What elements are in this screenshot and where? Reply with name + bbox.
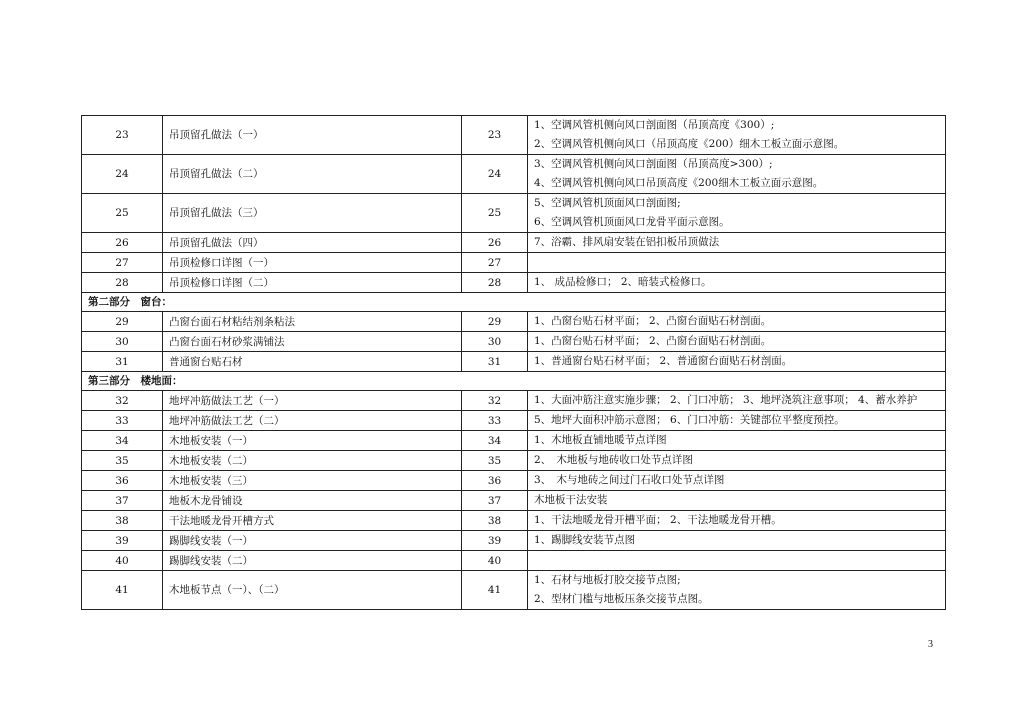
item-name: 地坪冲筋做法工艺（一） [163, 391, 462, 411]
description-line: 5、空调风管机顶面风口剖面图; [534, 197, 681, 209]
table-row [82, 391, 946, 411]
drawing-description [528, 233, 946, 253]
row-number: 24 [82, 155, 163, 194]
description-line: 1、空调风管机侧向风口剖面图（吊顶高度《300）; [534, 119, 775, 131]
drawing-number: 38 [462, 511, 528, 531]
row-number: 32 [82, 391, 163, 411]
description-line: 5、地坪大面积冲筋示意图； 6、门口冲筋：关键部位平整度预控。 [534, 414, 845, 426]
index-table-body [82, 116, 946, 610]
section-header-row [82, 293, 946, 312]
drawing-description [528, 511, 946, 531]
page-number: 3 [928, 639, 933, 650]
description-line: 木地板干法安装 [534, 494, 608, 506]
description-line: 1、大面冲筋注意实施步骤； 2、门口冲筋； 3、地坪浇筑注意事项； 4、蓄水养护 [534, 394, 918, 406]
drawing-number: 40 [462, 551, 528, 571]
row-number: 37 [82, 491, 163, 511]
row-number: 26 [82, 233, 163, 253]
drawing-number: 27 [462, 253, 528, 273]
description-line: 1、凸窗台贴石材平面； 2、凸窗台面贴石材剖面。 [534, 315, 772, 327]
item-name: 木地板安装（一） [163, 431, 462, 451]
table-row [82, 531, 946, 551]
drawing-number: 26 [462, 233, 528, 253]
drawing-description [528, 471, 946, 491]
item-name: 吊顶留孔做法（二） [163, 155, 462, 194]
table-row [82, 116, 946, 155]
table-row [82, 551, 946, 571]
drawing-description [528, 332, 946, 352]
item-name: 普通窗台贴石材 [163, 352, 462, 372]
item-name: 吊顶留孔做法（三） [163, 194, 462, 233]
item-name: 地坪冲筋做法工艺（二） [163, 411, 462, 431]
drawing-number: 33 [462, 411, 528, 431]
drawing-description [528, 194, 946, 233]
item-name: 木地板安装（二） [163, 451, 462, 471]
drawing-description [528, 451, 946, 471]
drawing-number: 28 [462, 273, 528, 293]
table-row [82, 511, 946, 531]
table-row [82, 491, 946, 511]
section-title: 第三部分 楼地面： [82, 372, 946, 391]
description-line: 1、干法地暖龙骨开槽平面； 2、干法地暖龙骨开槽。 [534, 514, 782, 526]
item-name: 木地板安装（三） [163, 471, 462, 491]
drawing-description [528, 116, 946, 155]
table-row [82, 273, 946, 293]
table-row [82, 332, 946, 352]
drawing-number: 24 [462, 155, 528, 194]
description-line [534, 253, 939, 272]
item-name: 吊顶检修口详图（一） [163, 253, 462, 273]
table-row [82, 571, 946, 610]
drawing-description [528, 411, 946, 431]
table-row [82, 253, 946, 273]
table-row [82, 471, 946, 491]
table-row [82, 352, 946, 372]
drawing-number: 25 [462, 194, 528, 233]
row-number: 41 [82, 571, 163, 610]
item-name: 吊顶留孔做法（一） [163, 116, 462, 155]
drawing-number: 34 [462, 431, 528, 451]
drawing-description [528, 491, 946, 511]
description-line: 1、普通窗台贴石材平面； 2、普通窗台面贴石材剖面。 [534, 355, 793, 367]
row-number: 25 [82, 194, 163, 233]
description-line: 6、空调风管机顶面风口龙骨平面示意图。 [534, 216, 730, 228]
drawing-number: 23 [462, 116, 528, 155]
description-line: 2、 木地板与地砖收口处节点详图 [534, 454, 693, 466]
item-name: 凸窗台面石材粘结剂条粘法 [163, 312, 462, 332]
item-name: 吊顶留孔做法（四） [163, 233, 462, 253]
row-number: 29 [82, 312, 163, 332]
drawing-number: 41 [462, 571, 528, 610]
item-name: 凸窗台面石材砂浆满铺法 [163, 332, 462, 352]
drawing-number: 31 [462, 352, 528, 372]
drawing-description [528, 551, 946, 571]
row-number: 35 [82, 451, 163, 471]
section-header-row [82, 372, 946, 391]
drawing-description [528, 352, 946, 372]
index-table [81, 115, 946, 610]
row-number: 33 [82, 411, 163, 431]
description-line: 1、凸窗台贴石材平面； 2、凸窗台面贴石材剖面。 [534, 335, 772, 347]
description-line: 3、空调风管机侧向风口剖面图（吊顶高度>300）; [534, 158, 773, 170]
row-number: 36 [82, 471, 163, 491]
drawing-number: 39 [462, 531, 528, 551]
drawing-description [528, 273, 946, 293]
description-line: 1、 成品检修口； 2、暗装式检修口。 [534, 276, 712, 288]
description-line: 2、型材门槛与地板压条交接节点图。 [534, 593, 709, 605]
item-name: 踢脚线安装（二） [163, 551, 462, 571]
description-line [534, 551, 939, 570]
item-name: 干法地暖龙骨开槽方式 [163, 511, 462, 531]
description-line: 2、空调风管机侧向风口（吊顶高度《200）细木工板立面示意图。 [534, 138, 845, 150]
item-name: 木地板节点（一）、（二） [163, 571, 462, 610]
table-row [82, 431, 946, 451]
section-title: 第二部分 窗台： [82, 293, 946, 312]
row-number: 28 [82, 273, 163, 293]
item-name: 踢脚线安装（一） [163, 531, 462, 551]
drawing-description [528, 391, 946, 411]
drawing-number: 35 [462, 451, 528, 471]
table-row [82, 411, 946, 431]
drawing-description [528, 155, 946, 194]
description-line: 7、浴霸、排风扇安装在铝扣板吊顶做法 [534, 236, 720, 248]
drawing-number: 36 [462, 471, 528, 491]
row-number: 30 [82, 332, 163, 352]
item-name: 地板木龙骨铺设 [163, 491, 462, 511]
description-line: 1、踢脚线安装节点图 [534, 534, 636, 546]
drawing-description [528, 253, 946, 273]
description-line: 1、木地板直铺地暖节点详图 [534, 434, 667, 446]
table-row [82, 233, 946, 253]
table-row [82, 194, 946, 233]
drawing-number: 29 [462, 312, 528, 332]
description-line: 1、石材与地板打胶交接节点图; [534, 574, 681, 586]
drawing-number: 30 [462, 332, 528, 352]
row-number: 34 [82, 431, 163, 451]
row-number: 38 [82, 511, 163, 531]
description-line: 4、空调风管机侧向风口吊顶高度《200细木工板立面示意图。 [534, 177, 824, 189]
row-number: 23 [82, 116, 163, 155]
table-row [82, 155, 946, 194]
table-row [82, 312, 946, 332]
row-number: 27 [82, 253, 163, 273]
drawing-description [528, 431, 946, 451]
row-number: 31 [82, 352, 163, 372]
drawing-description [528, 571, 946, 610]
row-number: 40 [82, 551, 163, 571]
row-number: 39 [82, 531, 163, 551]
drawing-number: 37 [462, 491, 528, 511]
item-name: 吊顶检修口详图（二） [163, 273, 462, 293]
drawing-description [528, 531, 946, 551]
description-line: 3、 木与地砖之间过门石收口处节点详图 [534, 474, 725, 486]
drawing-description [528, 312, 946, 332]
drawing-number: 32 [462, 391, 528, 411]
table-row [82, 451, 946, 471]
